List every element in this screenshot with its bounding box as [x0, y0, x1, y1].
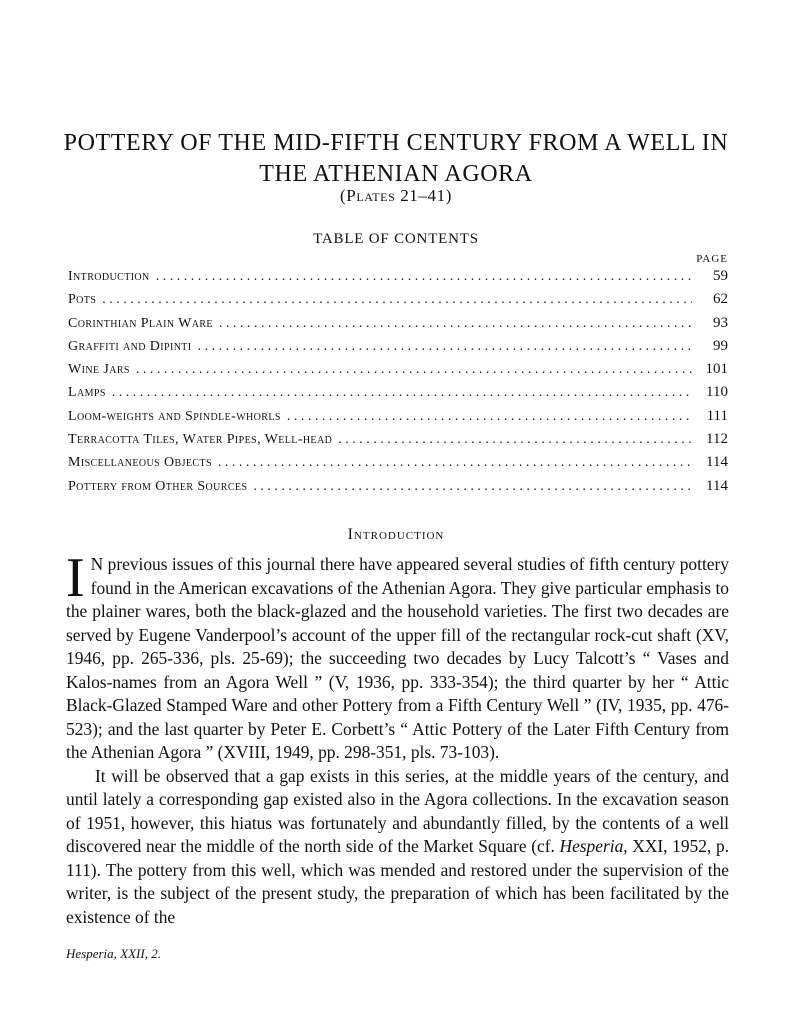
- toc-entry-page: 110: [706, 384, 728, 401]
- toc-entry-page: 114: [706, 477, 728, 494]
- toc-entry: [68, 338, 728, 361]
- toc-entry-label: Graffiti and Dipinti: [68, 338, 192, 354]
- toc-entry-page: 93: [713, 314, 728, 331]
- toc-entry: [68, 454, 728, 477]
- page-column-label: PAGE: [696, 253, 728, 265]
- toc-heading: TABLE OF CONTENTS: [313, 231, 479, 247]
- toc-entry-page: 114: [706, 454, 728, 471]
- paragraph: [66, 765, 729, 930]
- toc-entry-label: Corinthian Plain Ware: [68, 315, 213, 331]
- toc-entry: [68, 361, 728, 384]
- toc-entry-label: Loom-weights and Spindle-whorls: [68, 408, 281, 424]
- toc-entry-page: 111: [706, 407, 728, 424]
- toc-entry-label: Wine Jars: [68, 362, 130, 378]
- dot-leader: [338, 432, 692, 448]
- toc-entry: [68, 384, 728, 407]
- toc-entry-page: 101: [705, 361, 728, 378]
- dot-leader: [218, 455, 692, 471]
- dot-leader: [253, 479, 692, 495]
- dot-leader: [198, 339, 692, 355]
- toc-entry-label: Terracotta Tiles, Water Pipes, Well-head: [68, 432, 333, 448]
- toc-entry-page: 59: [713, 268, 728, 284]
- table-of-contents: [68, 268, 728, 501]
- toc-entry-label: Introduction: [68, 269, 150, 284]
- dot-leader: [156, 269, 692, 285]
- paragraph: [66, 547, 729, 765]
- toc-entry: [68, 291, 728, 314]
- paragraph-text: XXI, 1952, p. 111). The pottery from this well, which was mended and restored under the supervision of the writer, is the subject of the present study, the preparation of which has been facilitated by the existence of the: [66, 836, 729, 927]
- dot-leader: [112, 385, 692, 401]
- toc-entry: [68, 315, 728, 338]
- page-footer: Hesperia, XXII, 2.: [66, 946, 161, 961]
- journal-name: Hesperia,: [559, 836, 628, 856]
- section-heading: Introduction: [347, 526, 445, 543]
- toc-entry: [68, 408, 728, 431]
- toc-entry-label: Miscellaneous Objects: [68, 455, 212, 471]
- article-body: [66, 547, 729, 929]
- toc-entry-page: 99: [713, 337, 728, 354]
- dot-leader: [219, 316, 692, 332]
- toc-entry-label: Lamps: [68, 385, 106, 401]
- dot-leader: [136, 362, 692, 378]
- toc-entry-page: 112: [706, 431, 728, 448]
- paragraph-text: N previous issues of this journal there have appeared several studies of fifth century pottery found in the American excavations of the Athenian Agora. They give particular emphasis to the plainer wares, both the black-glazed and the household varieties. The first two decades are served by Eugene Vanderpool’s account of the upper fill of the rectangular rock-cut shaft (XV, 1946, pp. 265-336, pls. 25-69); the succeeding two decades by Lucy Talcott’s “ Vases and Kalos-names from an Agora Well ” (V, 1936, pp. 333-354); the third quarter by her “ Attic Black-Glazed Stamped Ware and other Pottery from a Fifth Century Well ” (IV, 1935, pp. 476-523); and the last quarter by Peter E. Corbett’s “ Attic Pottery of the Later Fifth Century from the Athenian Agora ” (XVIII, 1949, pp. 298-351, pls. 73-103).: [66, 554, 729, 762]
- toc-entry: [68, 268, 728, 291]
- dot-leader: [287, 409, 692, 425]
- article-title: POTTERY OF THE MID-FIFTH CENTURY FROM A WELL IN THE ATHENIAN AGORA: [63, 130, 729, 188]
- drop-cap: I: [66, 547, 85, 609]
- paragraph-text: It will be observed that a gap exists in this series, at the middle years of the century, and until lately a corresponding gap existed also in the Agora collections. In the excavation season of 1951, however, this hiatus was fortunately and abundantly filled, by the contents of a well discovered near the middle of the north side of the Market Square (cf.: [66, 765, 729, 856]
- toc-entry: [68, 478, 728, 501]
- dot-leader: [102, 292, 692, 308]
- toc-entry: [68, 431, 728, 454]
- plates-reference: (Plates 21–41): [340, 186, 452, 205]
- toc-entry-page: 62: [713, 291, 728, 308]
- toc-entry-label: Pots: [68, 292, 97, 308]
- toc-entry-label: Pottery from Other Sources: [68, 478, 248, 494]
